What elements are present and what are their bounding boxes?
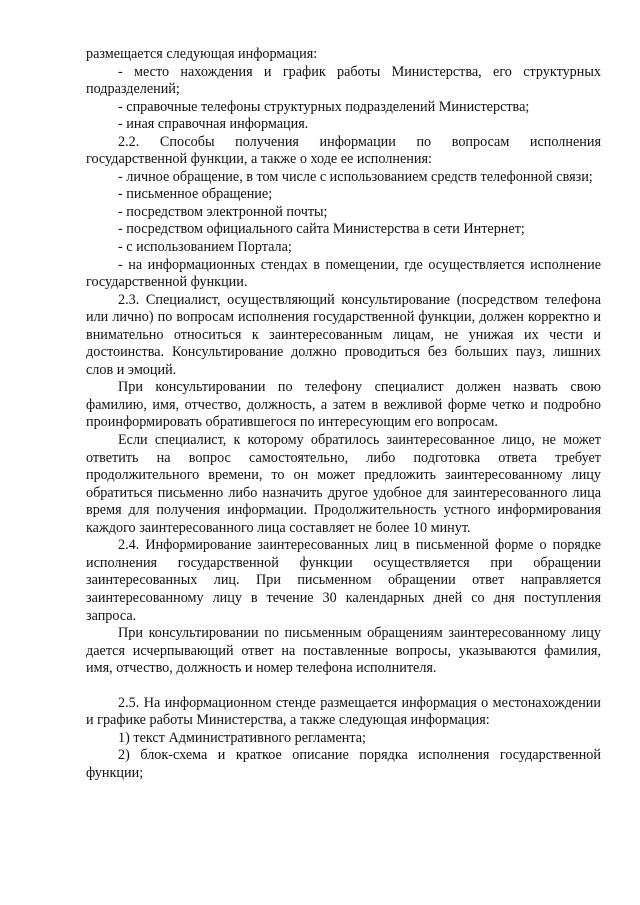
list-item-personal-appeal: - личное обращение, в том числе с использованием средств телефонной связи; [118,168,593,185]
section-2-4: 2.4. Информирование заинтересованных лиц в письменной форме о порядке исполнения государственной функции осуществляется при обращении заинтересованных лиц. При письменном обращении ответ направляется заинтересованному лицу в течение 30 календарных дней со дня поступления запроса. [86,537,601,624]
paragraph-phone-consulting: При консультировании по телефону специалист должен назвать свою фамилию, имя, отчество, должность, а затем в вежливой форме четко и подробно проинформировать обратившегося по интересующим его вопросам. [86,379,601,431]
list-item-written-appeal: - письменное обращение; [118,186,273,203]
list-item-flowchart: 2) блок-схема и краткое описание порядка исполнения государственной функции; [86,747,601,781]
list-item-phones: - справочные телефоны структурных подразделений Министерства; [118,98,530,115]
paragraph-intro: размещается следующая информация: [86,46,318,62]
list-item-other-info: - иная справочная информация. [118,116,309,133]
section-2-5: 2.5. На информационном стенде размещается информация о местонахождении и графике работы Министерства, а также следующая информация: [86,694,601,729]
list-item-location: - место нахождения и график работы Министерства, его структурных подразделений; [86,63,601,98]
paragraph-unable-to-answer: Если специалист, к которому обратилось заинтересованное лицо, не может ответить на вопрос самостоятельно, либо подготовка ответа требует продолжительного времени, то он может предложить заинтересованному лицу обратиться письменно либо назначить другое удобное для заинтересованного лица время для получения информации. Продолжительность устного информирования каждого заинтересованного лица составляет не более 10 минут. [86,432,601,536]
document-body [86,46,601,782]
list-item-stands: - на информационных стендах в помещении, где осуществляется исполнение государственной функции. [86,256,601,291]
list-item-regulation-text: 1) текст Административного регламента; [118,729,366,746]
section-2-2: 2.2. Способы получения информации по вопросам исполнения государственной функции, а также о ходе ее исполнения: [86,133,601,168]
section-2-3: 2.3. Специалист, осуществляющий консультирование (посредством телефона или лично) по вопросам исполнения государственной функции, должен корректно и внимательно относиться к заинтересованным лицам, не унижая их чести и достоинства. Консультирование должно проводиться без больших пауз, лишних слов и эмоций. [86,291,601,378]
paragraph-written-consulting: При консультировании по письменным обращениям заинтересованному лицу дается исчерпывающий ответ на поставленные вопросы, указываются фамилия, имя, отчество, должность и номер телефона исполнителя. [86,625,601,677]
list-item-website: - посредством официального сайта Министерства в сети Интернет; [118,221,525,238]
list-item-portal: - с использованием Портала; [118,239,292,256]
list-item-email: - посредством электронной почты; [118,203,328,220]
